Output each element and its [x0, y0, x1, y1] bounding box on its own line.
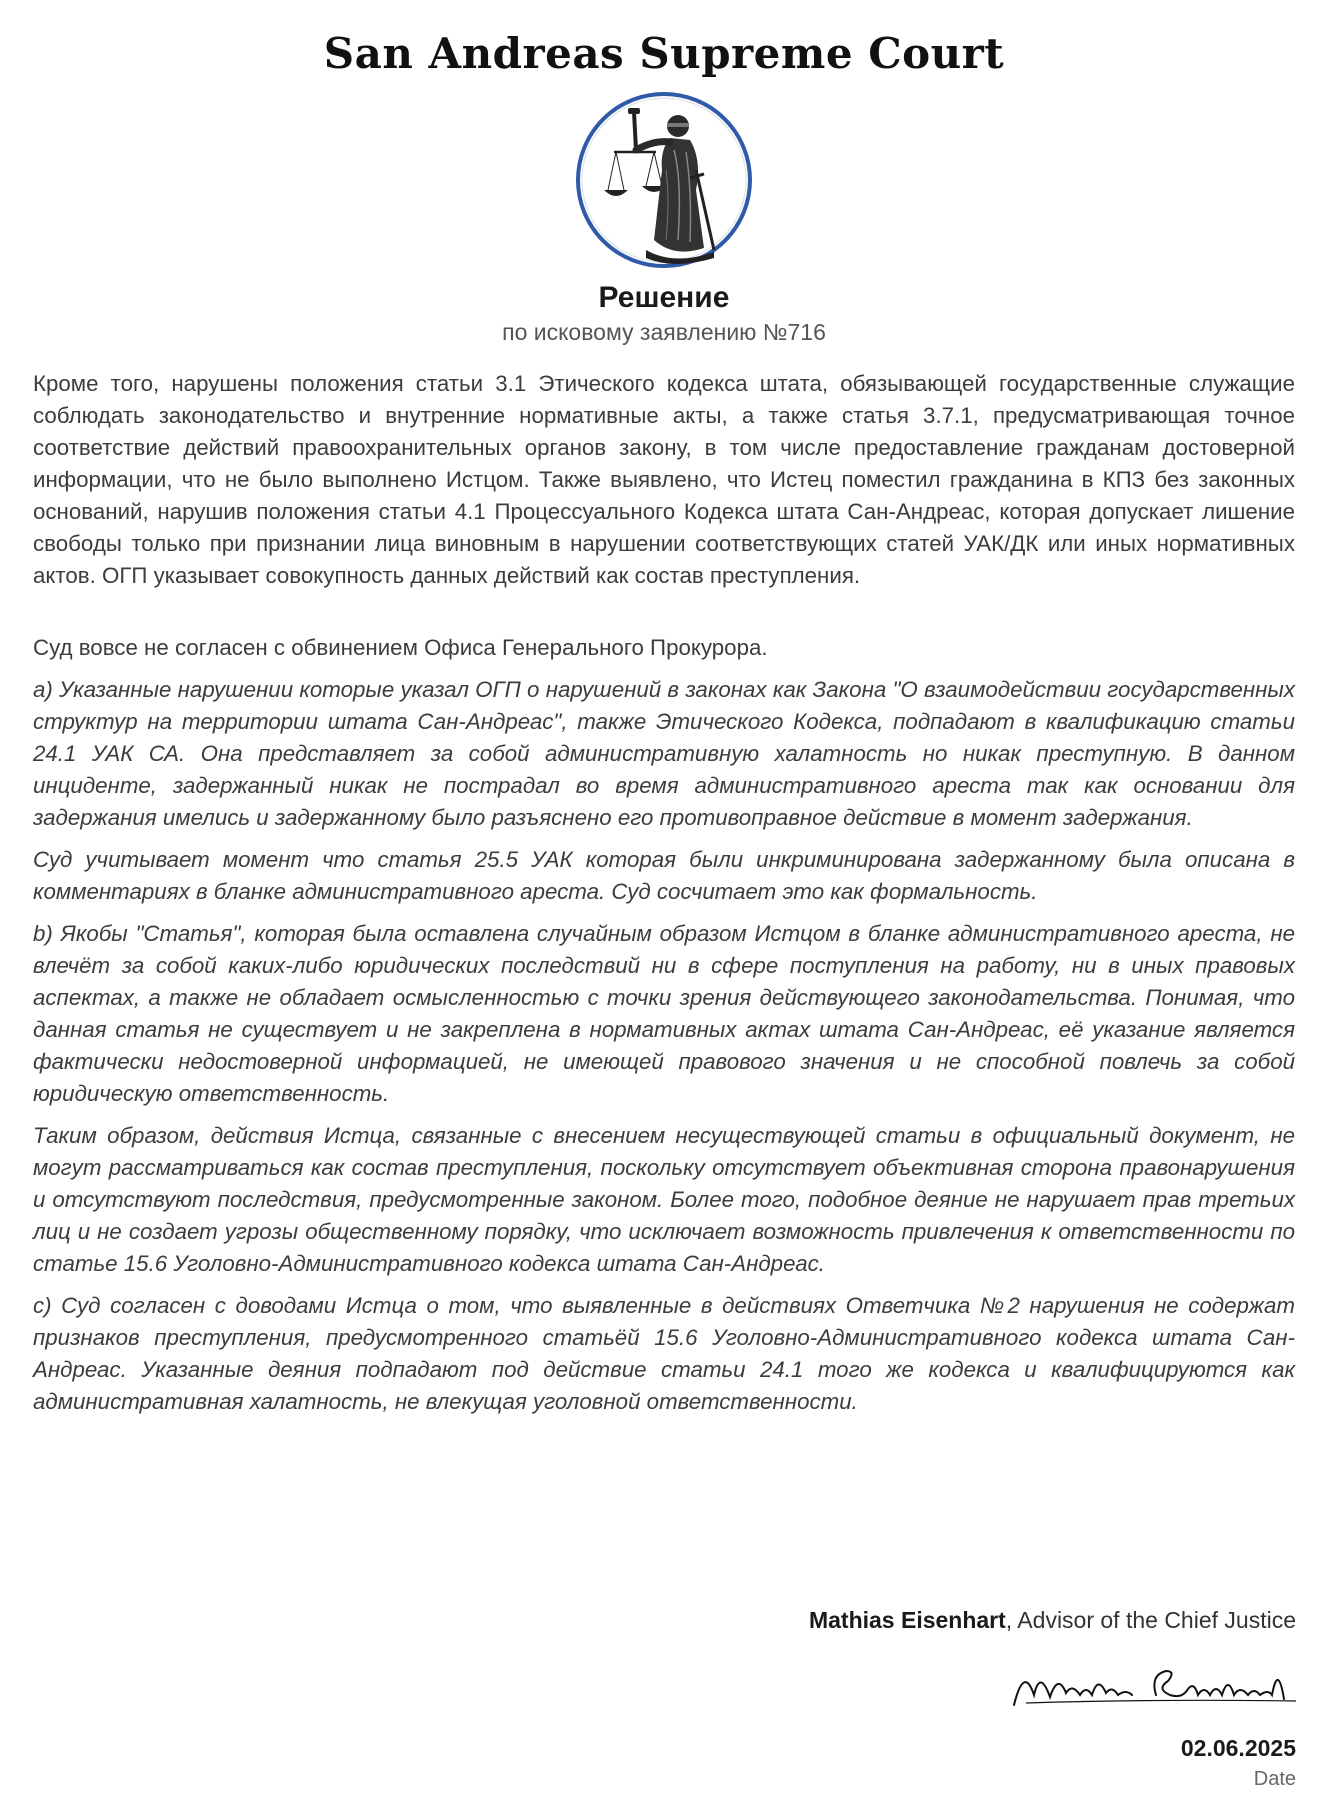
signer-line — [809, 1605, 1296, 1635]
paragraph-intro: Кроме того, нарушены положения статьи 3.1 Этического кодекса штата, обязывающей государственные служащие соблюдать законодательство и внутренние нормативные акты, а также статья 3.7.1, предусматривающая точное соответствие действий правоохранительных органов закону, в том числе предоставление гражданам достоверной информации, что не было выполнено Истцом. Также выявлено, что Истец поместил гражданина в КПЗ без законных оснований, нарушив положения статьи 4.1 Процессуального Кодекса штата Сан-Андреас, которая допускает лишение свободы только при признании лица виновным в нарушении соответствующих статей УАК/ДК или иных нормативных актов. ОГП указывает совокупность данных действий как состав преступления. — [33, 371, 1295, 588]
document-subtitle: по исковому заявлению №716 — [502, 319, 826, 345]
signer-role: , Advisor of the Chief Justice — [1005, 1607, 1296, 1633]
signature-date: 02.06.2025 — [1180, 1735, 1296, 1761]
document-title: Решение — [598, 281, 730, 314]
document-body — [33, 368, 1295, 1418]
paragraph-court-position: Суд вовсе не согласен с обвинением Офиса Генерального Прокурора. — [33, 635, 768, 660]
handwritten-signature — [1006, 1655, 1306, 1720]
paragraph-point-a-note: Суд учитывает момент что статья 25.5 УАК которая были инкриминирована задержанному была описана в комментариях в бланке административного ареста. Суд сосчитает это как формальность. — [33, 847, 1295, 904]
paragraph-point-b-conclusion: Таким образом, действия Истца, связанные с внесением несуществующей статьи в официальный документ, не могут рассматриваться как состав преступления, поскольку отсутствует объективная сторона правонарушения и отсутствуют последствия, предусмотренные законом. Более того, подобное деяние не нарушает прав третьих лиц и не создает угрозы общественному порядку, что исключает возможность привлечения к ответственности по статье 15.6 Уголовно-Административного кодекса штата Сан-Андреас. — [33, 1123, 1295, 1276]
signature-image — [1006, 1655, 1306, 1715]
date-label: Date — [1253, 1768, 1296, 1790]
paragraph-point-c: c) Суд согласен с доводами Истца о том, что выявленные в действиях Ответчика №2 нарушения не содержат признаков преступления, предусмотренного статьёй 15.6 Уголовно-Административного кодекса штата Сан-Андреас. Указанные деяния подпадают под действие статьи 24.1 того же кодекса и квалифицируются как административная халатность, не влекущая уголовной ответственности. — [33, 1293, 1295, 1414]
paragraph-point-b: b) Якобы "Статья", которая была оставлена случайным образом Истцом в бланке административного ареста, не влечёт за собой каких-либо юридических последствий ни в сфере поступления на работу, ни в иных правовых аспектах, а также не обладает осмысленностью с точки зрения действующего законодательства. Понимая, что данная статья не существует и не закреплена в нормативных актах штата Сан-Андреас, её указание является фактически недостоверной информацией, не имеющей правового значения и не способной повлечь за собой юридическую ответственность. — [33, 921, 1295, 1106]
paragraph-point-a: a) Указанные нарушении которые указал ОГП о нарушений в законах как Закона "О взаимодействии государственных структур на территории штата Сан-Андреас", также Этического Кодекса, подпадают в квалификацию статьи 24.1 УАК СА. Она представляет за собой административную халатность но никак преступную. В данном инциденте, задержанный никак не пострадал во время административного ареста так как основании для задержания имелись и задержанному было разъяснено его противоправное действие в момент задержания. — [33, 677, 1295, 830]
signer-name: Mathias Eisenhart — [808, 1607, 1006, 1633]
court-seal — [33, 90, 1295, 270]
court-name: San Andreas Supreme Court — [323, 29, 1005, 78]
lady-justice-icon — [574, 90, 754, 270]
